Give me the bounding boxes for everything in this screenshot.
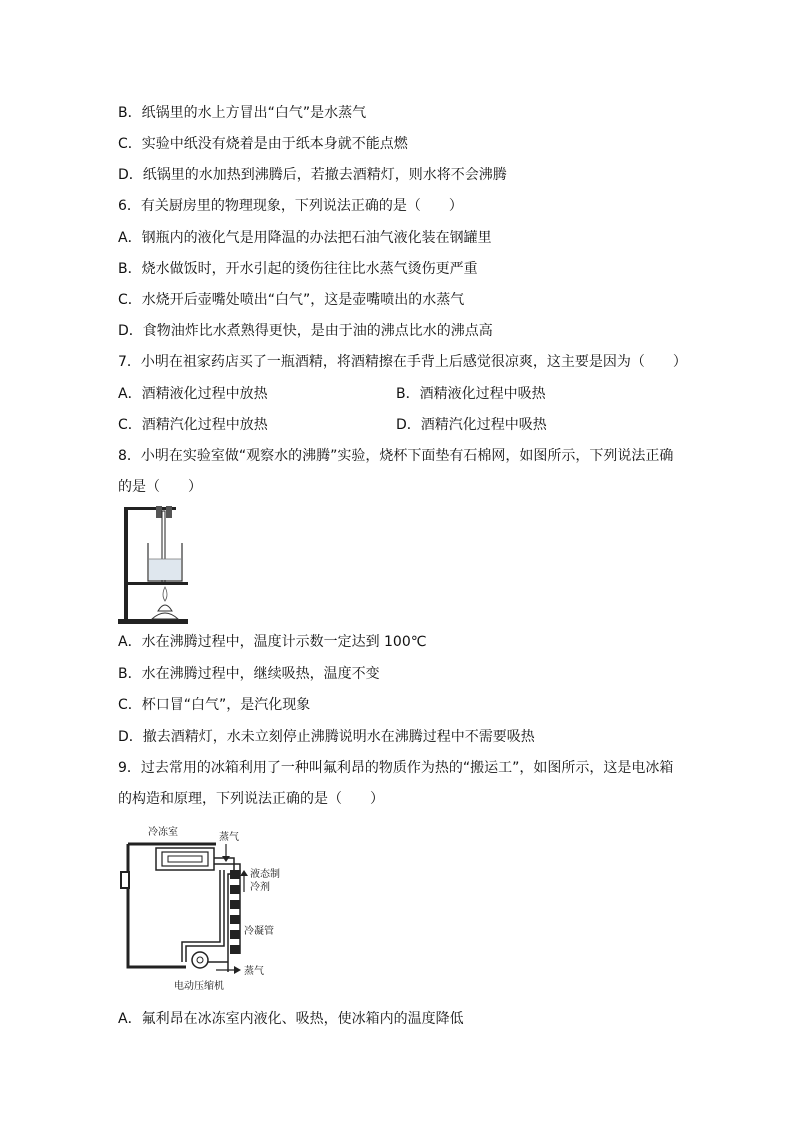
stand-base <box>118 619 188 624</box>
boiling-apparatus-figure <box>116 503 192 625</box>
q9-option-a: A．氟利昂在冰冻室内液化、吸热，使冰箱内的温度降低 <box>118 1011 464 1027</box>
q6-stem: 6．有关厨房里的物理现象，下列说法正确的是（ ） <box>118 198 463 214</box>
q7-stem: 7．小明在祖家药店买了一瓶酒精，将酒精擦在手背上后感觉很凉爽，这主要是因为（ ） <box>118 354 687 370</box>
flame <box>163 587 167 601</box>
liquid-refrigerant-label-1: 液态制 <box>250 869 280 880</box>
q6-option-b: B．烧水做饭时，开水引起的烫伤往往比水蒸气烫伤更严重 <box>118 261 478 277</box>
condenser-fins <box>230 870 240 954</box>
condenser-label: 冷凝管 <box>244 926 274 937</box>
q5-option-c: C．实验中纸没有烧着是由于纸本身就不能点燃 <box>118 136 408 152</box>
clamp-left <box>156 506 162 518</box>
q8-option-b: B．水在沸腾过程中，继续吸热，温度不变 <box>118 666 380 682</box>
freezer-label: 冷冻室 <box>148 827 178 838</box>
q8-option-d: D．撤去酒精灯，水未立刻停止沸腾说明水在沸腾过程中不需要吸热 <box>118 729 535 745</box>
compressor-label: 电动压缩机 <box>174 981 224 992</box>
q6-option-d: D．食物油炸比水煮熟得更快，是由于油的沸点比水的沸点高 <box>118 323 493 339</box>
alcohol-lamp <box>158 605 172 611</box>
q5-option-b: B．纸锅里的水上方冒出“白气”是水蒸气 <box>118 105 367 121</box>
q7-option-a: A．酒精液化过程中放热 <box>118 386 268 402</box>
q7-option-b: B．酒精液化过程中吸热 <box>396 386 546 402</box>
q8-stem-line2: 的是（ ） <box>118 479 202 495</box>
q9-stem-line1: 9．过去常用的冰箱利用了一种叫氟利昂的物质作为热的“搬运工”，如图所示，这是电冰箱 <box>118 760 674 776</box>
q7-option-d: D．酒精汽化过程中吸热 <box>396 417 547 433</box>
compressor <box>192 952 208 968</box>
door-handle <box>121 872 129 888</box>
q8-option-c: C．杯口冒“白气”，是汽化现象 <box>118 697 311 713</box>
vapor-bottom-label: 蒸气 <box>244 966 264 977</box>
return-pipe <box>182 870 220 962</box>
stand-rod <box>124 507 128 620</box>
q8-option-a: A．水在沸腾过程中，温度计示数一定达到 100℃ <box>118 634 427 650</box>
water <box>149 559 181 580</box>
q7-option-c: C．酒精汽化过程中放热 <box>118 417 268 433</box>
freezer-coil <box>156 848 214 870</box>
clamp-right <box>166 506 172 518</box>
q6-option-c: C．水烧开后壶嘴处喷出“白气”，这是壶嘴喷出的水蒸气 <box>118 292 465 308</box>
refrigerator-figure <box>116 822 291 992</box>
q9-stem-line2: 的构造和原理，下列说法正确的是（ ） <box>118 791 384 807</box>
q8-stem-line1: 8．小明在实验室做“观察水的沸腾”实验，烧杯下面垫有石棉网，如图所示，下列说法正确 <box>118 448 674 464</box>
q5-option-d: D．纸锅里的水加热到沸腾后，若撤去酒精灯，则水将不会沸腾 <box>118 167 507 183</box>
q6-option-a: A．钢瓶内的液化气是用降温的办法把石油气液化装在钢罐里 <box>118 230 492 246</box>
ring-support <box>124 582 188 585</box>
vapor-top-label: 蒸气 <box>219 832 239 843</box>
liquid-refrigerant-label-2: 冷剂 <box>250 882 270 893</box>
